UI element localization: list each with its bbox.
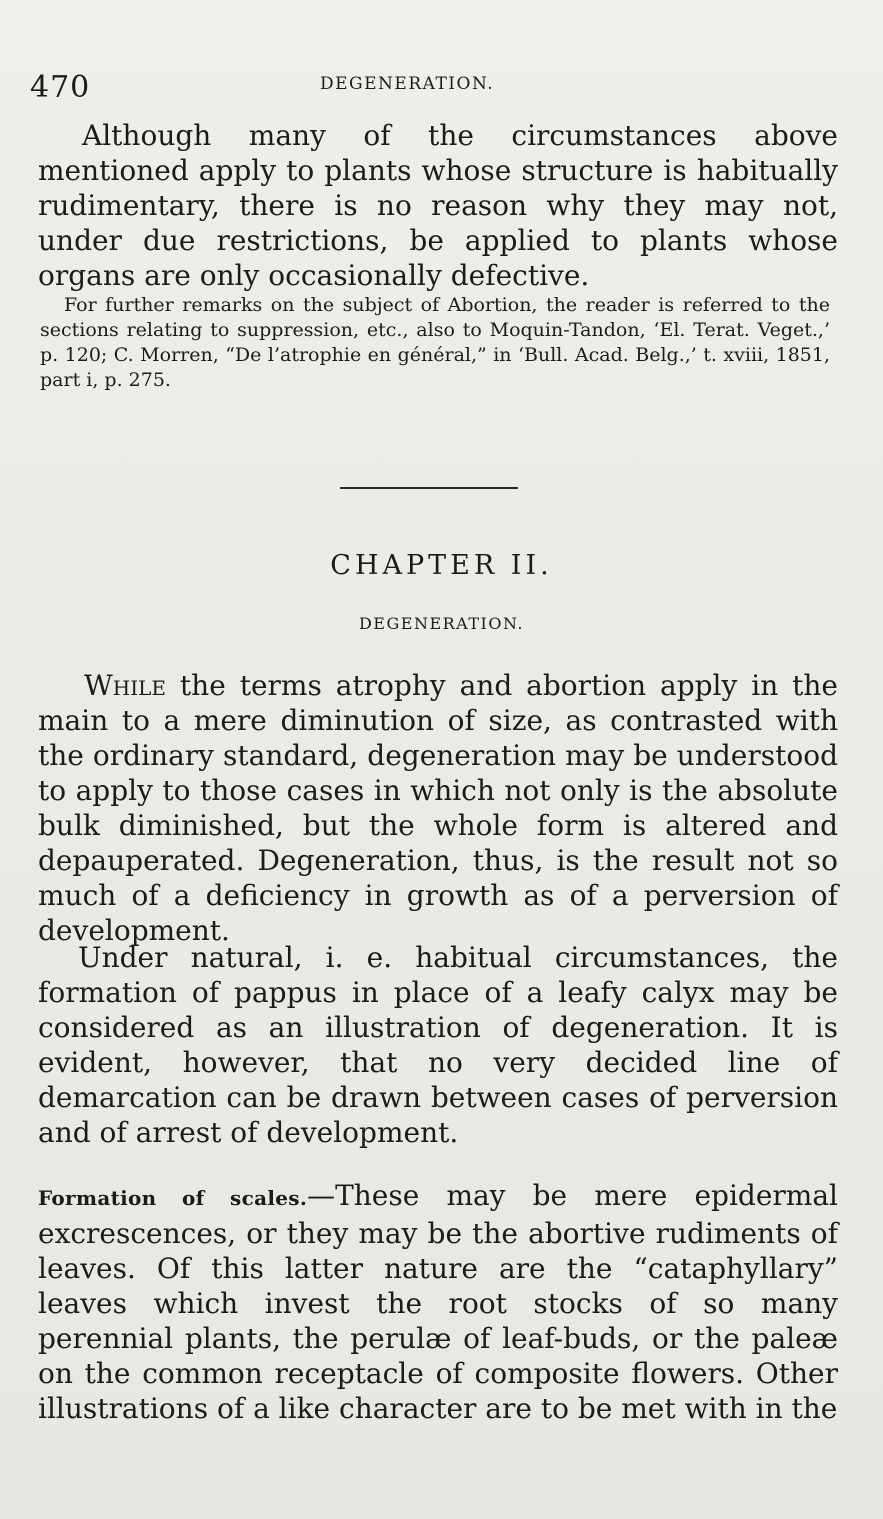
page-number: 470 — [30, 70, 91, 105]
paragraph-2 — [38, 668, 838, 948]
paragraph-2-text: the terms atrophy and abortion apply in the main to a mere diminution of size, as contrasted with the ordinary standard, degeneration may be understood to apply to those cases in which not only is the absolute bulk diminished, but the whole form is altered and depauperated. Degeneration, thus, is the result not so much of a deficiency in growth as of a perversion of development. — [38, 669, 838, 947]
paragraph-2-lead: While — [84, 669, 167, 702]
paragraph-4-text: —These may be mere epidermal excrescences, or they may be the abortive rudiments of leaves. Of this latter nature are the “cataphyllary” leaves which invest the root stocks of so many perennial plants, the perulæ of leaf-buds, or the paleæ on the common receptacle of composite flowers. Other illustrations of a like character are to be met with in the — [38, 1179, 838, 1425]
page-header — [30, 64, 840, 114]
chapter-title: CHAPTER II. — [330, 550, 553, 581]
chapter-subtitle: DEGENERATION. — [358, 614, 525, 633]
running-head: DEGENERATION. — [320, 74, 495, 94]
paragraph-3: Under natural, i. e. habitual circumstances, the formation of pappus in place of a leafy calyx may be considered as an illustration of degeneration. It is evident, however, that no very decided line of demarcation can be drawn between cases of perversion and of arrest of development. — [38, 941, 838, 1149]
paragraph-4 — [38, 1178, 838, 1426]
sidehead-formation-of-scales: Formation of scales. — [38, 1186, 308, 1210]
paragraph-1: Although many of the circumstances above mentioned apply to plants whose structure is habitually rudimentary, there is no reason why they may not, under due restrictions, be applied to plants whose organs are only occasionally defective. — [38, 119, 838, 292]
section-rule — [340, 487, 518, 489]
footnote: For further remarks on the subject of Abortion, the reader is referred to the sections relating to suppression, etc., also to Moquin-Tandon, ‘El. Terat. Veget.,’ p. 120; C. Morren, “De l’atrophie en général,” in ‘Bull. Acad. Belg.,’ t. xviii, 1851, part i, p. 275. — [40, 294, 830, 391]
